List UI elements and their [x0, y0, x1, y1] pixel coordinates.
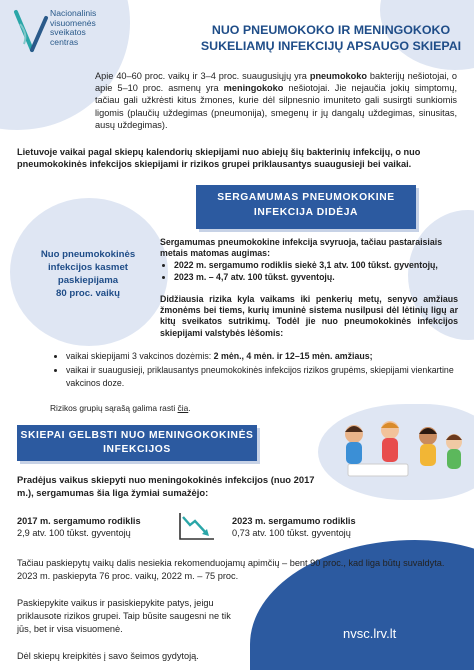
website-link[interactable]: nvsc.lrv.lt — [343, 626, 397, 641]
logo-line: visuomenės — [50, 17, 96, 28]
stats-list — [160, 260, 460, 282]
downward-trend-icon — [178, 511, 216, 541]
coverage-paragraph: Tačiau paskiepytų vaikų dalis nesiekia rekomenduojamų apimčių – bent 90 proc., kad liga būtų suvaldyta. 2023 m. paskiepyta 76 proc. vaikų, 2022 m. – 75 proc. — [17, 558, 445, 581]
callout-line: 80 proc. vaikų — [56, 288, 120, 299]
calendar-paragraph: Lietuvoje vaikai pagal skiepų kalendorių skiepijami nuo abiejų šių bakterinių infekcijų, o nuo pneumokokinės infekcijos skiepijami ir rizikos grupei priklausantys suaugusieji bei vaikai. — [17, 147, 421, 170]
risk-groups-text: . — [188, 403, 191, 413]
intro-text: bakterijų nešiotojai, o apie 5–10 proc. asmenų yra — [95, 71, 457, 94]
footer-note: Dėl skiepų kreipkitės į savo šeimos gydytoją. — [17, 651, 199, 661]
banner-line: SERGAMUMAS PNEUMOKOKINE — [217, 192, 395, 203]
risk-paragraph: Didžiausia rizika kyla vaikams iki penkerių metų, senyvo amžiaus žmonėms bei tiems, kurių imuninė sistema nusilpusi dėl lėtinių ligų ar kitų sveikatos sutrikimų. Todėl jie nuo pneumokokinės infekcijos skiepijami valstybės lėšomis: — [160, 294, 458, 338]
stats-item: • 2022 m. sergamumo rodiklis siekė 3,1 atv. 100 tūkst. gyventojų, — [174, 260, 460, 271]
kids-illustration — [328, 412, 468, 484]
stat-value: 0,73 atv. 100 tūkst. gyventojų — [232, 528, 351, 539]
intro-bold: meningokoko — [223, 83, 284, 94]
banner-line: INFEKCIJOS — [103, 444, 171, 455]
stats-intro: Sergamumas pneumokokine infekcija svyruoja, tačiau pastaraisiais metais matomas augimas: — [160, 237, 443, 259]
stats-item: • 2023 m. – 4,7 atv. 100 tūkst. gyventojų. — [174, 272, 460, 283]
intro-bold: pneumokoko — [309, 71, 367, 81]
page-title — [200, 22, 462, 54]
title-line: SUKELIAMŲ INFEKCIJŲ APSAUGO SKIEPAI — [200, 39, 462, 53]
stat-label: 2017 m. sergamumo rodiklis — [17, 516, 141, 526]
section-banner-pneumococcal — [196, 185, 416, 229]
risk-groups-link[interactable]: čia — [177, 403, 189, 413]
intro-paragraph — [95, 70, 457, 131]
stat-2017 — [17, 515, 141, 539]
logo-text — [50, 9, 96, 47]
call-to-action: Paskiepykite vaikus ir pasiskiepykite patys, jeigu priklausote rizikos grupei. Taip būsite saugesni ne tik jūs, bet ir visa visuomenė. — [17, 598, 231, 634]
logo-line: centras — [50, 36, 79, 47]
intro-text: nešiotojai. Jie nejaučia jokių simptomų, tačiau gali užkrėsti kitus žmones, kurie dėl silpnesnio imuniteto gali susirgti sunkiomis ligomis (plaučių uždegimas (pneumonija), smegenų ir jų dangalų uždegimas, sinusitas, ausų uždegimas). — [95, 83, 457, 130]
stat-label: 2023 m. sergamumo rodiklis — [232, 516, 356, 526]
section-banner-meningococcal — [17, 425, 257, 461]
title-line: NUO PNEUMOKOKO IR MENINGOKOKO — [211, 23, 451, 37]
vaccination-schedule-list — [56, 350, 466, 391]
schedule-bold: 2 mėn., 4 mėn. ir 12–15 mėn. amžiaus; — [213, 351, 373, 361]
schedule-text: vaikai skiepijami 3 vakcinos dozėmis: — [66, 351, 214, 361]
risk-groups-note — [50, 403, 191, 413]
schedule-item — [66, 350, 466, 362]
logo-line: sveikatos — [50, 27, 86, 38]
incidence-stats — [160, 237, 460, 283]
vaccination-rate-callout — [38, 248, 138, 300]
banner-line: INFEKCIJA DIDĖJA — [253, 206, 359, 218]
schedule-item: • vaikai ir suaugusieji, priklausantys pneumokokinės infekcijos rizikos grupėms, skiepijami vienkartine vakcinos doze. — [66, 364, 466, 389]
banner-line: SKIEPAI GELBSTI NUO MENINGOKOKINĖS — [20, 430, 254, 441]
callout-line: infekcijos kasmet — [48, 262, 128, 273]
callout-line: Nuo pneumokokinės — [40, 249, 136, 260]
callout-line: paskiepijama — [57, 275, 119, 286]
risk-groups-text: Rizikos grupių sąrašą galima rasti — [50, 403, 178, 413]
intro-text: Apie 40–60 proc. vaikų ir 3–4 proc. suaugusiųjų yra — [95, 71, 310, 81]
stat-2023 — [232, 515, 356, 539]
logo-line: Nacionalinis — [50, 8, 97, 18]
meningococcal-intro: Pradėjus vaikus skiepyti nuo meningokokinės infekcijos (nuo 2017 m.), sergamumas šia liga žymiai sumažėjo: — [17, 474, 315, 498]
stat-value: 2,9 atv. 100 tūkst. gyventojų — [17, 528, 131, 539]
